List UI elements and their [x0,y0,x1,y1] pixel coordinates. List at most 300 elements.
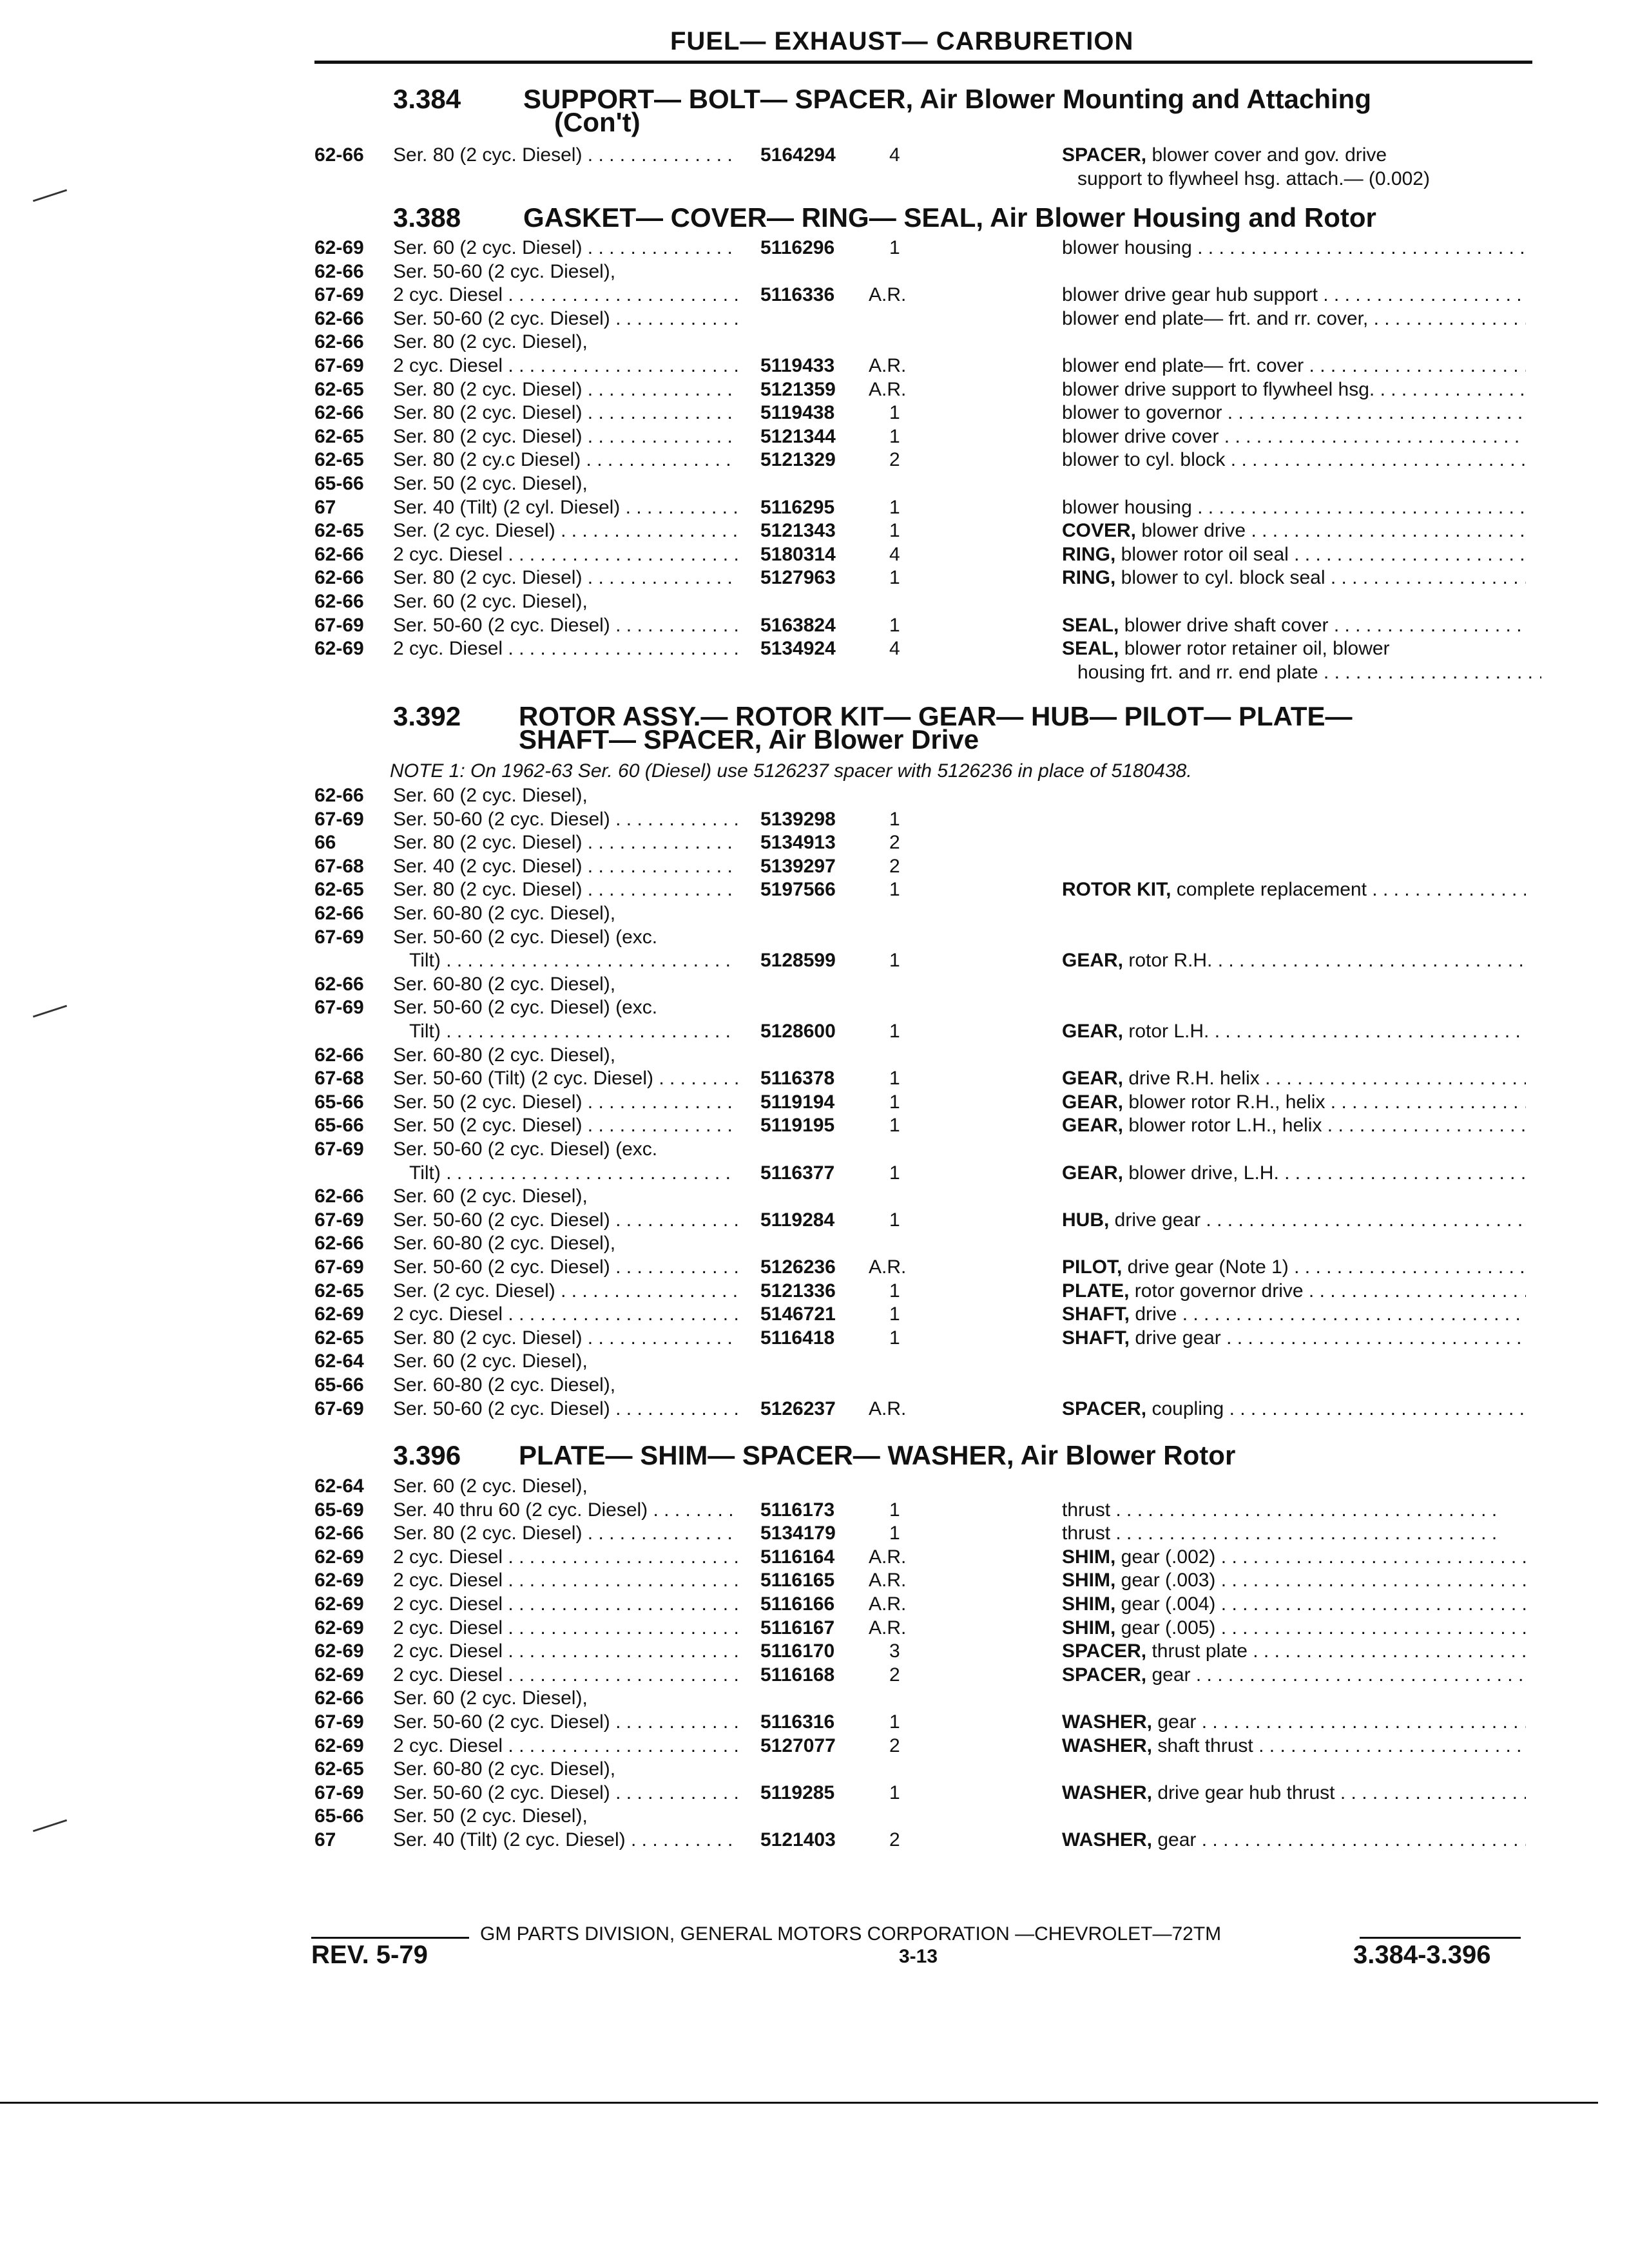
quantity: 1 [889,1209,900,1231]
model-years: 62-66 [314,567,364,589]
part-description [1062,1161,1526,1185]
parts-row [0,1137,1629,1161]
part-description [1062,1498,1526,1522]
model-years: 67-69 [314,926,364,948]
parts-row [0,1804,1629,1828]
model-series: Ser. 50-60 (2 cyc. Diesel) . . . [393,1255,738,1279]
model-years: 62-66 [314,331,364,353]
parts-row [0,543,1629,566]
part-number: 5127963 [760,567,836,589]
quantity: 1 [889,402,900,424]
part-number: 5119194 [760,1091,835,1113]
model-years: 65-66 [314,1374,364,1396]
parts-row [0,1710,1629,1734]
part-detail: thrust [1062,1523,1111,1544]
quantity: 2 [889,1735,900,1756]
part-name: SPACER, [1062,144,1147,166]
quantity: 1 [889,1499,900,1521]
model-series: Ser. 60 (2 cyc. Diesel), [393,785,588,806]
part-name: WASHER, [1062,1829,1153,1850]
parts-row [0,995,1629,1019]
part-detail: gear (.002) [1115,1546,1216,1568]
part-number: 5121329 [760,449,836,471]
parts-row [0,1184,1629,1208]
part-name: GEAR, [1062,1068,1124,1090]
model-series: Ser. 50-60 (2 cyc. Diesel) . . . [393,1397,738,1421]
parts-row [0,901,1629,925]
part-name: WASHER, [1062,1711,1153,1733]
section-title: GASKET— COVER— RING— SEAL, Air Blower Housing and Rotor [523,202,1376,233]
part-description [1062,1734,1526,1758]
part-name: SEAL, [1062,638,1119,660]
model-years: 67-69 [314,808,364,830]
part-detail: gear (.005) [1115,1617,1216,1639]
part-description [1062,378,1526,401]
parts-row [0,1019,1629,1043]
part-detail: gear [1146,1664,1191,1686]
part-number: 5119433 [760,355,835,376]
part-description [1062,1592,1526,1616]
model-series: Ser. 60 (2 cyc. Diesel) . . . [393,236,738,260]
part-name: PLATE, [1062,1280,1130,1302]
quantity: 1 [889,1162,900,1184]
parts-row [0,1781,1629,1805]
model-years: 67-69 [314,614,364,636]
model-years: 62-69 [314,1593,364,1615]
parts-row [0,590,1629,613]
model-series: 2 cyc. Diesel . . . [393,1592,738,1616]
model-series: Tilt) . . . [409,1019,738,1043]
model-series: Ser. 40 (Tilt) (2 cyc. Diesel) . . . [393,1828,738,1852]
quantity: 1 [889,496,900,518]
parts-row [0,854,1629,878]
part-description [1062,143,1526,167]
quantity: 1 [889,425,900,447]
part-description [1062,448,1526,472]
part-description [1062,307,1526,331]
model-series: Ser. 80 (2 cyc. Diesel) . . . [393,143,738,167]
model-years: 62-69 [314,1546,364,1568]
part-name: SHIM, [1062,1593,1116,1615]
part-description [1062,1568,1526,1592]
part-description [1062,543,1526,566]
section-title: PLATE— SHIM— SPACER— WASHER, Air Blower Rotor [519,1440,1236,1470]
part-description [1062,1781,1526,1805]
part-description [1062,1616,1526,1640]
model-years: 62-65 [314,1327,364,1349]
model-years: 67-69 [314,1398,364,1419]
part-number: 5116170 [760,1640,835,1662]
quantity: 4 [889,543,900,565]
part-name: SPACER, [1062,1398,1147,1419]
model-series: 2 cyc. Diesel . . . [393,1545,738,1569]
parts-row [0,236,1629,260]
model-series: Tilt) . . . [409,1161,738,1185]
parts-row [0,307,1629,331]
quantity: A.R. [869,284,907,306]
part-detail: blower drive cover [1062,425,1219,447]
part-name: SHAFT, [1062,1303,1130,1325]
footer-rule-left [311,1937,469,1939]
quantity: A.R. [869,1617,907,1639]
model-years: 65-66 [314,473,364,494]
part-detail: blower rotor R.H., helix [1123,1091,1325,1113]
model-years: 62-69 [314,1664,364,1686]
quantity: 1 [889,1068,900,1090]
model-series: Ser. 80 (2 cyc. Diesel) . . . [393,1521,738,1545]
part-number: 5119195 [760,1115,835,1137]
model-series: Ser. 50-60 (2 cyc. Diesel) . . . [393,1781,738,1805]
part-detail: drive gear [1109,1209,1201,1231]
parts-row [0,1279,1629,1303]
part-name: SHIM, [1062,1546,1116,1568]
part-name: SPACER, [1062,1664,1147,1686]
model-series: 2 cyc. Diesel . . . [393,354,738,378]
model-series: Ser. 80 (2 cyc. Diesel) . . . [393,378,738,401]
part-description [1062,1521,1526,1545]
model-years: 62-66 [314,260,364,282]
model-years: 65-66 [314,1115,364,1137]
model-series: 2 cyc. Diesel . . . [393,543,738,566]
part-description [1062,1545,1526,1569]
model-series: Tilt) . . . [409,948,738,972]
model-series: Ser. (2 cyc. Diesel) . . . [393,519,738,543]
model-years: 62-69 [314,1617,364,1639]
quantity: 2 [889,1829,900,1850]
part-description [1062,1397,1526,1421]
part-detail: drive gear (Note 1) [1122,1256,1289,1278]
model-series: Ser. 60 (2 cyc. Diesel), [393,1687,588,1709]
page-header-title: FUEL— EXHAUST— CARBURETION [670,27,1134,55]
part-name: SEAL, [1062,614,1119,636]
parts-row [0,1498,1629,1522]
model-series: Ser. 60-80 (2 cyc. Diesel), [393,1233,616,1254]
model-years: 67-69 [314,1139,364,1160]
part-number: 5121344 [760,425,836,447]
part-name: SPACER, [1062,1640,1147,1662]
part-description [1077,660,1541,684]
parts-row [0,925,1629,949]
quantity: A.R. [869,1570,907,1591]
part-number: 5163824 [760,614,836,636]
parts-row [0,1161,1629,1185]
part-detail: support to flywheel hsg. attach.— (0.002) [1077,168,1430,189]
parts-row [0,831,1629,854]
model-years: 67-69 [314,1782,364,1803]
parts-row [0,948,1629,972]
section-number: 3.388 [393,202,461,233]
part-detail: blower to cyl. block seal [1115,567,1325,589]
quantity: 1 [889,1091,900,1113]
part-name: GEAR, [1062,1162,1124,1184]
model-years: 62-69 [314,1303,364,1325]
model-series: Ser. 50 (2 cyc. Diesel) . . . [393,1090,738,1114]
quantity: 1 [889,1711,900,1733]
quantity: 1 [889,1782,900,1803]
model-series: Ser. 40 (Tilt) (2 cyl. Diesel) . . . [393,495,738,519]
model-series: Ser. 50-60 (2 cyc. Diesel) . . . [393,1710,738,1734]
part-detail: drive gear hub thrust [1152,1782,1335,1803]
part-detail: drive R.H. helix [1123,1068,1260,1090]
model-series: 2 cyc. Diesel . . . [393,1568,738,1592]
part-detail: blower drive support to flywheel hsg. [1062,378,1375,400]
model-years: 62-66 [314,903,364,924]
part-description [1062,613,1526,637]
model-years: 62-69 [314,1640,364,1662]
part-number: 5134924 [760,638,836,660]
part-detail: coupling [1146,1398,1224,1419]
part-detail: blower rotor retainer oil, blower [1119,638,1390,660]
part-number: 5116164 [760,1546,835,1568]
part-description [1062,1066,1526,1090]
part-number: 5116173 [760,1499,835,1521]
parts-row [0,1397,1629,1421]
parts-row [0,1686,1629,1710]
part-detail: complete replacement [1171,879,1367,901]
model-years: 62-66 [314,1233,364,1254]
model-years: 67-69 [314,284,364,306]
part-description [1062,566,1526,590]
quantity: 2 [889,832,900,854]
margin-mark [33,189,67,202]
model-series: Ser. 60 (2 cyc. Diesel), [393,1186,588,1207]
parts-row [0,1592,1629,1616]
section-title-continued: SHAFT— SPACER, Air Blower Drive [519,724,979,754]
model-series: Ser. 80 (2 cyc. Diesel) . . . [393,401,738,425]
parts-row [0,660,1629,684]
parts-row [0,354,1629,378]
part-description [1062,519,1526,543]
part-detail: housing frt. and rr. end plate [1077,661,1318,683]
model-series: Ser. 60 (2 cyc. Diesel), [393,1350,588,1372]
model-years: 62-64 [314,1475,364,1497]
parts-row [0,1090,1629,1114]
part-number: 5121336 [760,1280,836,1302]
model-years: 62-66 [314,785,364,806]
part-number: 5126236 [760,1256,836,1278]
part-detail: blower rotor oil seal [1115,543,1289,565]
parts-row [0,143,1629,167]
part-number: 5127077 [760,1735,836,1756]
section-note: NOTE 1: On 1962-63 Ser. 60 (Diesel) use 5126237 spacer with 5126236 in place of 5180438. [390,760,1192,782]
model-years: 67-69 [314,1209,364,1231]
footer-rule-right [1360,1937,1521,1939]
quantity: 2 [889,1664,900,1686]
part-name: SHAFT, [1062,1327,1130,1349]
parts-row [0,972,1629,996]
model-series: Ser. 50 (2 cyc. Diesel), [393,1805,588,1827]
part-number: 5119285 [760,1782,835,1803]
part-detail: drive gear [1130,1327,1221,1349]
footer-revision: REV. 5-79 [311,1941,428,1969]
part-number: 5164294 [760,144,836,166]
model-series: Ser. 60-80 (2 cyc. Diesel), [393,903,616,924]
quantity: A.R. [869,1256,907,1278]
quantity: 1 [889,237,900,258]
part-description [1062,1255,1526,1279]
parts-row [0,378,1629,401]
part-number: 5121403 [760,1829,836,1850]
model-years: 62-65 [314,425,364,447]
model-years: 67-68 [314,1068,364,1090]
part-name: ROTOR KIT, [1062,879,1171,901]
part-description [1062,1639,1526,1663]
parts-row [0,1066,1629,1090]
part-description [1062,495,1526,519]
model-years: 67 [314,1829,336,1850]
quantity: 1 [889,520,900,542]
part-number: 5116167 [760,1617,835,1639]
quantity: 1 [889,1523,900,1544]
part-number: 5116165 [760,1570,835,1591]
parts-row [0,519,1629,543]
part-name: SHIM, [1062,1617,1116,1639]
quantity: 1 [889,879,900,901]
model-years: 62-65 [314,1758,364,1780]
parts-row [0,495,1629,519]
part-number: 5116418 [760,1327,835,1349]
parts-row [0,425,1629,448]
parts-row [0,1326,1629,1350]
part-detail: blower drive [1136,520,1246,542]
model-years: 65-66 [314,1091,364,1113]
model-years: 65-69 [314,1499,364,1521]
parts-row [0,1734,1629,1758]
part-detail: thrust [1062,1499,1111,1521]
model-series: Ser. 40 (2 cyc. Diesel) . . . [393,854,738,878]
part-detail: blower drive gear hub support [1062,284,1318,306]
model-years: 62-69 [314,1735,364,1756]
part-number: 5139297 [760,855,836,877]
model-years: 62-66 [314,1186,364,1207]
part-detail: gear (.004) [1115,1593,1216,1615]
part-detail: drive [1130,1303,1177,1325]
quantity: 2 [889,855,900,877]
parts-row [0,878,1629,901]
model-years: 62-66 [314,543,364,565]
part-name: RING, [1062,543,1116,565]
model-years: 62-65 [314,520,364,542]
part-number: 5121343 [760,520,836,542]
model-series: Ser. 60-80 (2 cyc. Diesel), [393,1044,616,1066]
model-years: 67-69 [314,997,364,1019]
part-detail: blower end plate— frt. and rr. cover, [1062,307,1369,329]
parts-row [0,1545,1629,1569]
model-series: 2 cyc. Diesel . . . [393,1639,738,1663]
quantity: 4 [889,638,900,660]
part-description [1062,1302,1526,1326]
quantity: 1 [889,567,900,589]
part-name: PILOT, [1062,1256,1123,1278]
part-name: WASHER, [1062,1782,1153,1803]
part-detail: gear [1152,1711,1197,1733]
parts-row [0,1231,1629,1255]
model-series: Ser. 50-60 (2 cyc. Diesel) (exc. [393,1139,658,1160]
model-years: 62-66 [314,144,364,166]
part-name: GEAR, [1062,1091,1124,1113]
part-detail: gear [1152,1829,1197,1850]
bottom-page-edge-rule [0,2102,1598,2104]
parts-row [0,613,1629,637]
model-series: 2 cyc. Diesel . . . [393,1734,738,1758]
part-number: 5139298 [760,808,836,830]
parts-row [0,807,1629,831]
model-series: Ser. 50-60 (2 cyc. Diesel), [393,260,616,282]
parts-row [0,1255,1629,1279]
quantity: A.R. [869,1546,907,1568]
parts-row [0,1521,1629,1545]
model-years: 67-69 [314,355,364,376]
part-number: 5128600 [760,1021,836,1042]
part-number: 5116296 [760,237,835,258]
model-years: 62-65 [314,378,364,400]
part-description [1062,1090,1526,1114]
part-number: 5116377 [760,1162,835,1184]
model-series: Ser. 50-60 (2 cyc. Diesel) . . . [393,1208,738,1232]
part-description [1062,1828,1526,1852]
part-description [1062,283,1526,307]
model-series: Ser. 80 (2 cy.c Diesel) . . . [393,448,738,472]
parts-row [0,1663,1629,1687]
quantity: 2 [889,449,900,471]
quantity: 1 [889,1303,900,1325]
parts-row [0,1208,1629,1232]
section-number: 3.392 [393,701,461,731]
part-description [1062,878,1526,901]
part-detail: rotor governor drive [1129,1280,1304,1302]
model-series: Ser. 50-60 (2 cyc. Diesel) (exc. [393,997,658,1019]
model-years: 62-66 [314,402,364,424]
model-years: 67-69 [314,1711,364,1733]
part-number: 5146721 [760,1303,836,1325]
quantity: 1 [889,808,900,830]
model-series: Ser. 80 (2 cyc. Diesel), [393,331,588,353]
part-description [1062,637,1526,660]
model-series: Ser. 80 (2 cyc. Diesel) . . . [393,425,738,448]
part-detail: thrust plate [1146,1640,1248,1662]
model-series: Ser. 50-60 (2 cyc. Diesel) . . . [393,307,738,331]
model-series: Ser. 50-60 (2 cyc. Diesel) (exc. [393,926,658,948]
part-name: WASHER, [1062,1735,1153,1756]
part-name: GEAR, [1062,1021,1124,1042]
model-years: 62-66 [314,1044,364,1066]
model-series: Ser. 50 (2 cyc. Diesel) . . . [393,1113,738,1137]
model-series: 2 cyc. Diesel . . . [393,637,738,660]
parts-row [0,401,1629,425]
part-number: 5134179 [760,1523,836,1544]
part-number: 5119284 [760,1209,835,1231]
part-detail: blower to governor [1062,402,1222,424]
model-series: 2 cyc. Diesel . . . [393,1302,738,1326]
model-years: 62-66 [314,307,364,329]
quantity: A.R. [869,355,907,376]
parts-row [0,1828,1629,1852]
parts-row [0,260,1629,284]
part-description [1062,948,1526,972]
quantity: 1 [889,1280,900,1302]
part-number: 5119438 [760,402,835,424]
part-detail: blower drive shaft cover [1119,614,1329,636]
parts-row [0,1302,1629,1326]
parts-row [0,1474,1629,1498]
part-detail: blower end plate— frt. cover [1062,355,1304,376]
part-detail: shaft thrust [1152,1735,1253,1756]
model-series: Ser. 60 (2 cyc. Diesel), [393,1475,588,1497]
footer-section-range: 3.384-3.396 [1353,1941,1491,1969]
model-years: 67-68 [314,855,364,877]
parts-row [0,1043,1629,1067]
parts-row [0,448,1629,472]
